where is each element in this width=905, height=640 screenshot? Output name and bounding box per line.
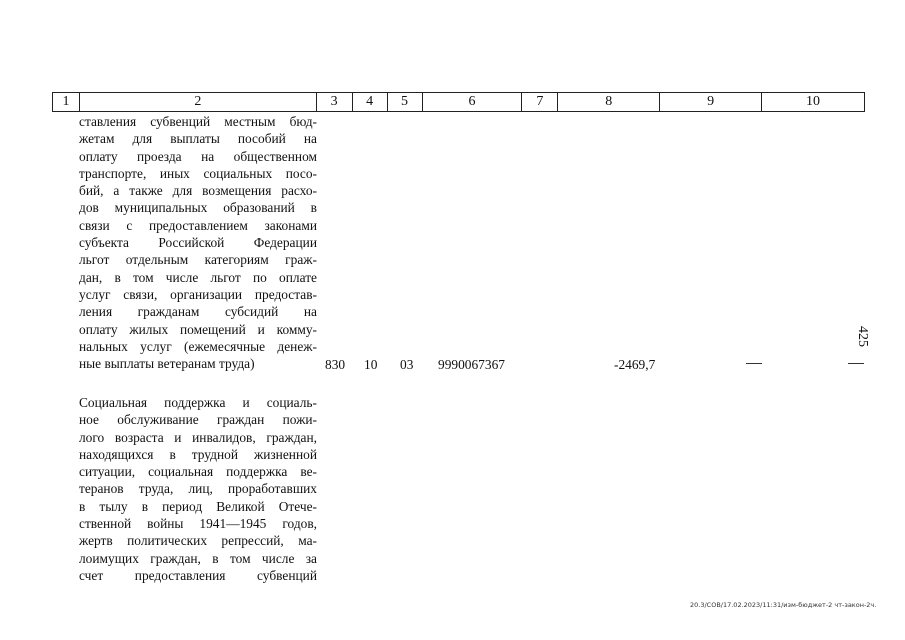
table-header-row [52, 92, 865, 112]
row1-col4-value: 10 [364, 357, 378, 372]
text-line: субъекта Российской Федерации [79, 235, 317, 251]
text-line: находящихся в трудной жизненной [79, 446, 317, 462]
column-header-3: 3 [317, 93, 353, 111]
text-line: связи с предоставлением законами [79, 217, 317, 233]
text-line: ления гражданам субсидий на [79, 304, 317, 320]
text-line: теранов труда, лиц, проработавших [79, 481, 317, 497]
text-line: жертв политических репрессий, ма- [79, 533, 317, 549]
column-header-6: 6 [423, 93, 523, 111]
column-header-8: 8 [558, 93, 660, 111]
text-line: лого возраста и инвалидов, граждан, [79, 429, 317, 445]
row1-col6-value: 9990067367 [438, 357, 505, 372]
page-number: 425 [855, 326, 870, 347]
column-header-10: 10 [806, 94, 821, 109]
row1-col3-value: 830 [325, 357, 346, 372]
row1-col5-value: 03 [400, 357, 414, 372]
column-header-5: 5 [388, 93, 423, 111]
row1-col8-value: -2469,7 [614, 357, 656, 372]
text-line: счет предоставления субвенций [79, 567, 317, 583]
text-line: оплату проезда на общественном [79, 148, 317, 164]
row1-col9-dash [746, 363, 762, 364]
text-line: нальных услуг (ежемесячные денеж- [79, 338, 317, 354]
column-header-4: 4 [353, 93, 388, 111]
text-line: ное обслуживание граждан пожи- [79, 412, 317, 428]
text-line: лоимущих граждан, в том числе за [79, 550, 317, 566]
row1-description [79, 113, 317, 372]
text-line: ственной войны 1941—1945 годов, [79, 516, 317, 532]
column-header-9: 9 [660, 93, 762, 111]
document-footer: 20.3/СОВ/17.02.2023/11:31/изм-бюджет-2 чт-закон-2ч. [690, 601, 877, 609]
text-line: дов муниципальных образований в [79, 200, 317, 216]
text-line: услуг связи, организации предостав- [79, 286, 317, 302]
text-line: ставления субвенций местным бюд- [79, 114, 317, 129]
column-header-7: 7 [522, 93, 558, 111]
row1-col10-dash [848, 363, 864, 364]
text-line: оплату жилых помещений и комму- [79, 321, 317, 337]
column-header-2: 2 [80, 93, 317, 111]
text-line: Социальная поддержка и социаль- [79, 395, 317, 410]
text-line: транспорте, иных социальных посо- [79, 165, 317, 181]
text-line: в тылу в период Великой Отече- [79, 498, 317, 514]
text-line: льгот отдельным категориям граж- [79, 252, 317, 268]
row2-description [79, 394, 317, 584]
text-line: жетам для выплаты пособий на [79, 131, 317, 147]
text-line: дан, в том числе льгот по оплате [79, 269, 317, 285]
text-line: ные выплаты ветеранам труда) [79, 356, 255, 372]
text-line: ситуации, социальная поддержка ве- [79, 464, 317, 480]
text-line: бий, а также для возмещения расхо- [79, 183, 317, 199]
column-header-1: 1 [53, 93, 80, 111]
